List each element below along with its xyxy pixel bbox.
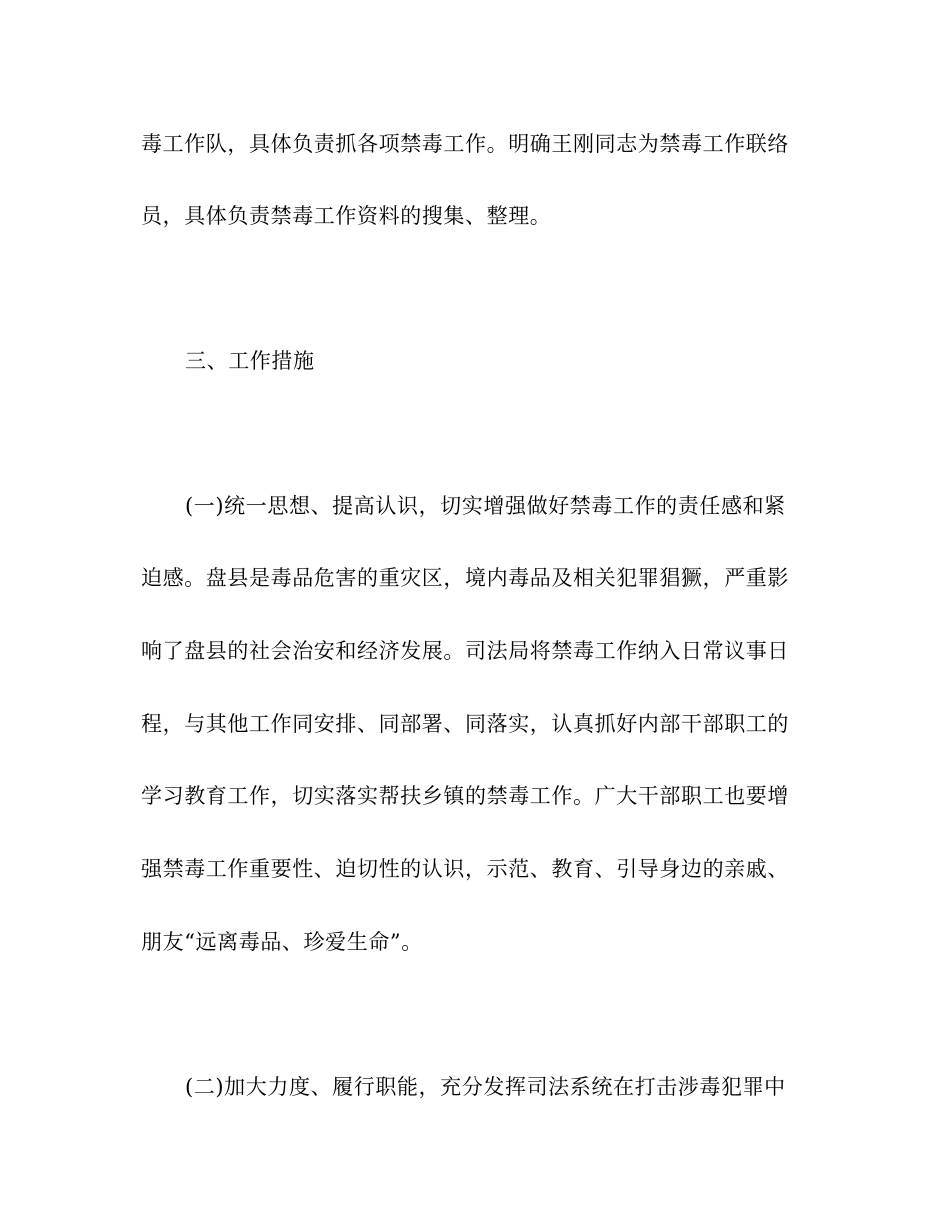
paragraph-2-line-7: 朋友“远离毒品、珍爱生命”。 [141,930,423,954]
paragraph-3-line-1: (二)加大力度、履行职能，充分发挥司法系统在打击涉毒犯罪中 [185,1075,786,1099]
paragraph-1-line-1: 毒工作队，具体负责抓各项禁毒工作。明确王刚同志为禁毒工作联络 [141,132,789,156]
paragraph-2-line-1: (一)统一思想、提高认识，切实增强做好禁毒工作的责任感和紧 [185,494,786,518]
paragraph-2-line-6: 强禁毒工作重要性、迫切性的认识，示范、教育、引导身边的亲戚、 [141,857,789,881]
paragraph-2-line-2: 迫感。盘县是毒品危害的重灾区，境内毒品及相关犯罪猖獗，严重影 [141,566,789,590]
paragraph-2-line-5: 学习教育工作，切实落实帮扶乡镇的禁毒工作。广大干部职工也要增 [141,784,789,808]
section-heading-work-measures: 三、工作措施 [185,349,315,373]
paragraph-2-line-4: 程，与其他工作同安排、同部署、同落实，认真抓好内部干部职工的 [141,712,789,736]
paragraph-2-line-3: 响了盘县的社会治安和经济发展。司法局将禁毒工作纳入日常议事日 [141,639,789,663]
paragraph-1-line-2: 员，具体负责禁毒工作资料的搜集、整理。 [141,204,552,228]
